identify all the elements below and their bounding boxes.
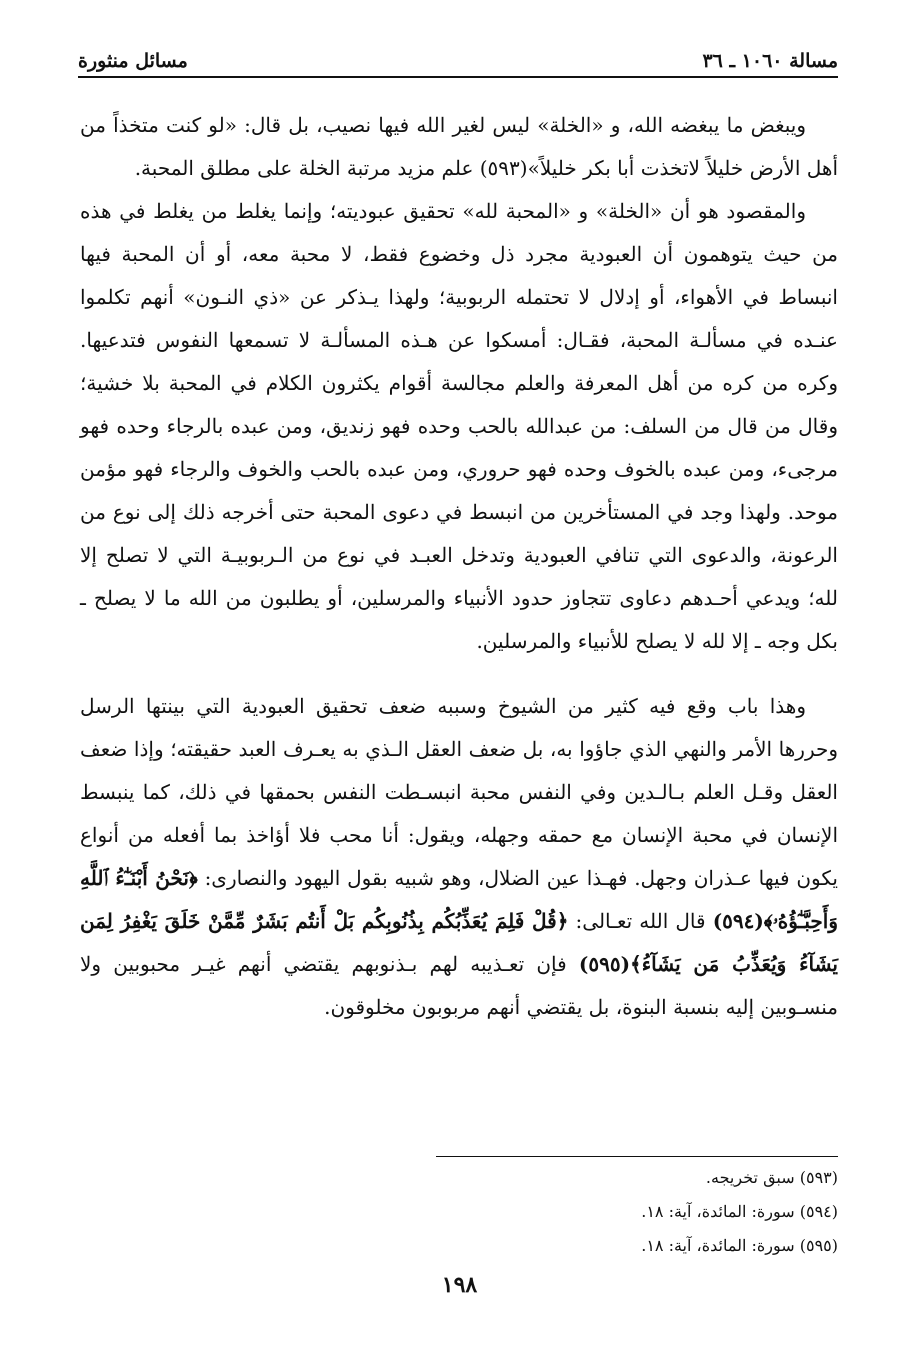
footnote-594: (٥٩٤) سورة: المائدة، آية: ١٨. [641,1202,838,1221]
quran-verse-2: ﴿قُلْ فَلِمَ يُعَذِّبُكُم بِذُنُوبِكُم بَلْ أَنتُم بَشَرٌ مِّمَّنْ خَلَقَ يَغْفِرُ لِمَن يَشَآءُ وَيُعَذِّبُ مَن يَشَآءُ﴾(٥٩٥) [80,909,838,976]
quran-verse-1: ﴿نَحْنُ أَبْنَـٰٓءُ ٱللَّهِ وَأَحِبَّـٰٓؤُهُۥ﴾(٥٩٤) [80,866,838,933]
page-number: ١٩٨ [441,1272,478,1298]
footnote-divider [436,1156,838,1157]
footnotes [300,1161,838,1263]
paragraph-3 [80,685,838,1029]
paragraph-3-text-b: قال الله تعـالى: [575,909,706,933]
footnote-595: (٥٩٥) سورة: المائدة، آية: ١٨. [641,1236,838,1255]
running-header [78,38,838,72]
paragraph-1: ويبغض ما يبغضه الله، و «الخلة» ليس لغير الله فيها نصيب، بل قال: «لو كنت متخذاً من أهل الأرض خليلاً لاتخذت أبا بكر خليلاً»(٥٩٣) علم مزيد مرتبة الخلة على مطلق المحبة. [80,113,838,180]
book-title: مسائل منثورة [78,50,188,72]
footnote-593: (٥٩٣) سبق تخريجه. [705,1168,838,1187]
section-title: مسالة ١٠٦٠ ـ ٣٦ [702,50,838,72]
paragraph-3-text-c: فإن تعـذيبه لهم بـذنوبهم يقتضي أنهم غيـر محبوبين ولا منسـوبين إليه بنسبة البنوة، بل يقتضي أنهم مربوبون مخلوقون. [80,952,838,1019]
main-text [80,104,838,1029]
paragraph-3-text-a: وهذا باب وقع فيه كثير من الشيوخ وسببه ضعف تحقيق العبودية التي بينتها الرسل وحررها الأمر والنهي الذي جاؤوا به، بل ضعف العقل الـذي به يعـرف العبد حقيقته؛ وإذا ضعف العقل وقـل العلم بـالـدين وفي النفس محبة انبسـطت النفس بحمقها في ذلك، كما ينبسط الإنسان في محبة الإنسان مع حمقه وجهله، ويقول: أنا محب فلا أؤاخذ بما أفعله من أنواع يكون فيها عـذران وجهل. فهـذا عين الضلال، وهو شبيه بقول اليهود والنصارى: [80,694,839,890]
header-divider [78,76,838,78]
paragraph-2: والمقصود هو أن «الخلة» و «المحبة لله» تحقيق عبوديته؛ وإنما يغلط من يغلط في هذه من حيث يتوهمون أن العبودية مجرد ذل وخضوع فقط، لا محبة معه، أو أن المحبة فيها انبساط في الأهواء، أو إدلال لا تحتمله الربوبية؛ ولهذا يـذكر عن «ذي النـون» أنهم تكلموا عنـده في مسألـة المحبة، فقـال: أمسكوا عن هـذه المسألـة لا تسمعها النفوس فتدعيها. وكره من كره من أهل المعرفة والعلم مجالسة أقوام يكثرون الكلام في المحبة بلا خشية؛ وقال من قال من السلف: من عبدالله بالحب وحده فهو زنديق، ومن عبده بالرجاء وحده فهو مرجىء، ومن عبده بالخوف وحده فهو حروري، ومن عبده بالحب والخوف والرجاء فهو مؤمن موحد. ولهذا وجد في المستأخرين من انبسط في دعوى المحبة حتى أخرجه ذلك إلى نوع من الرعونة، والدعوى التي تنافي العبودية وتدخل العبـد في نوع من الـربوبيـة التي لا تصلح إلا لله؛ ويدعي أحـدهم دعاوى تتجاوز حدود الأنبياء والمرسلين، أو يطلبون من الله ما لا يصلح ـ بكل وجه ـ إلا لله لا يصلح للأنبياء والمرسلين. [80,199,839,653]
